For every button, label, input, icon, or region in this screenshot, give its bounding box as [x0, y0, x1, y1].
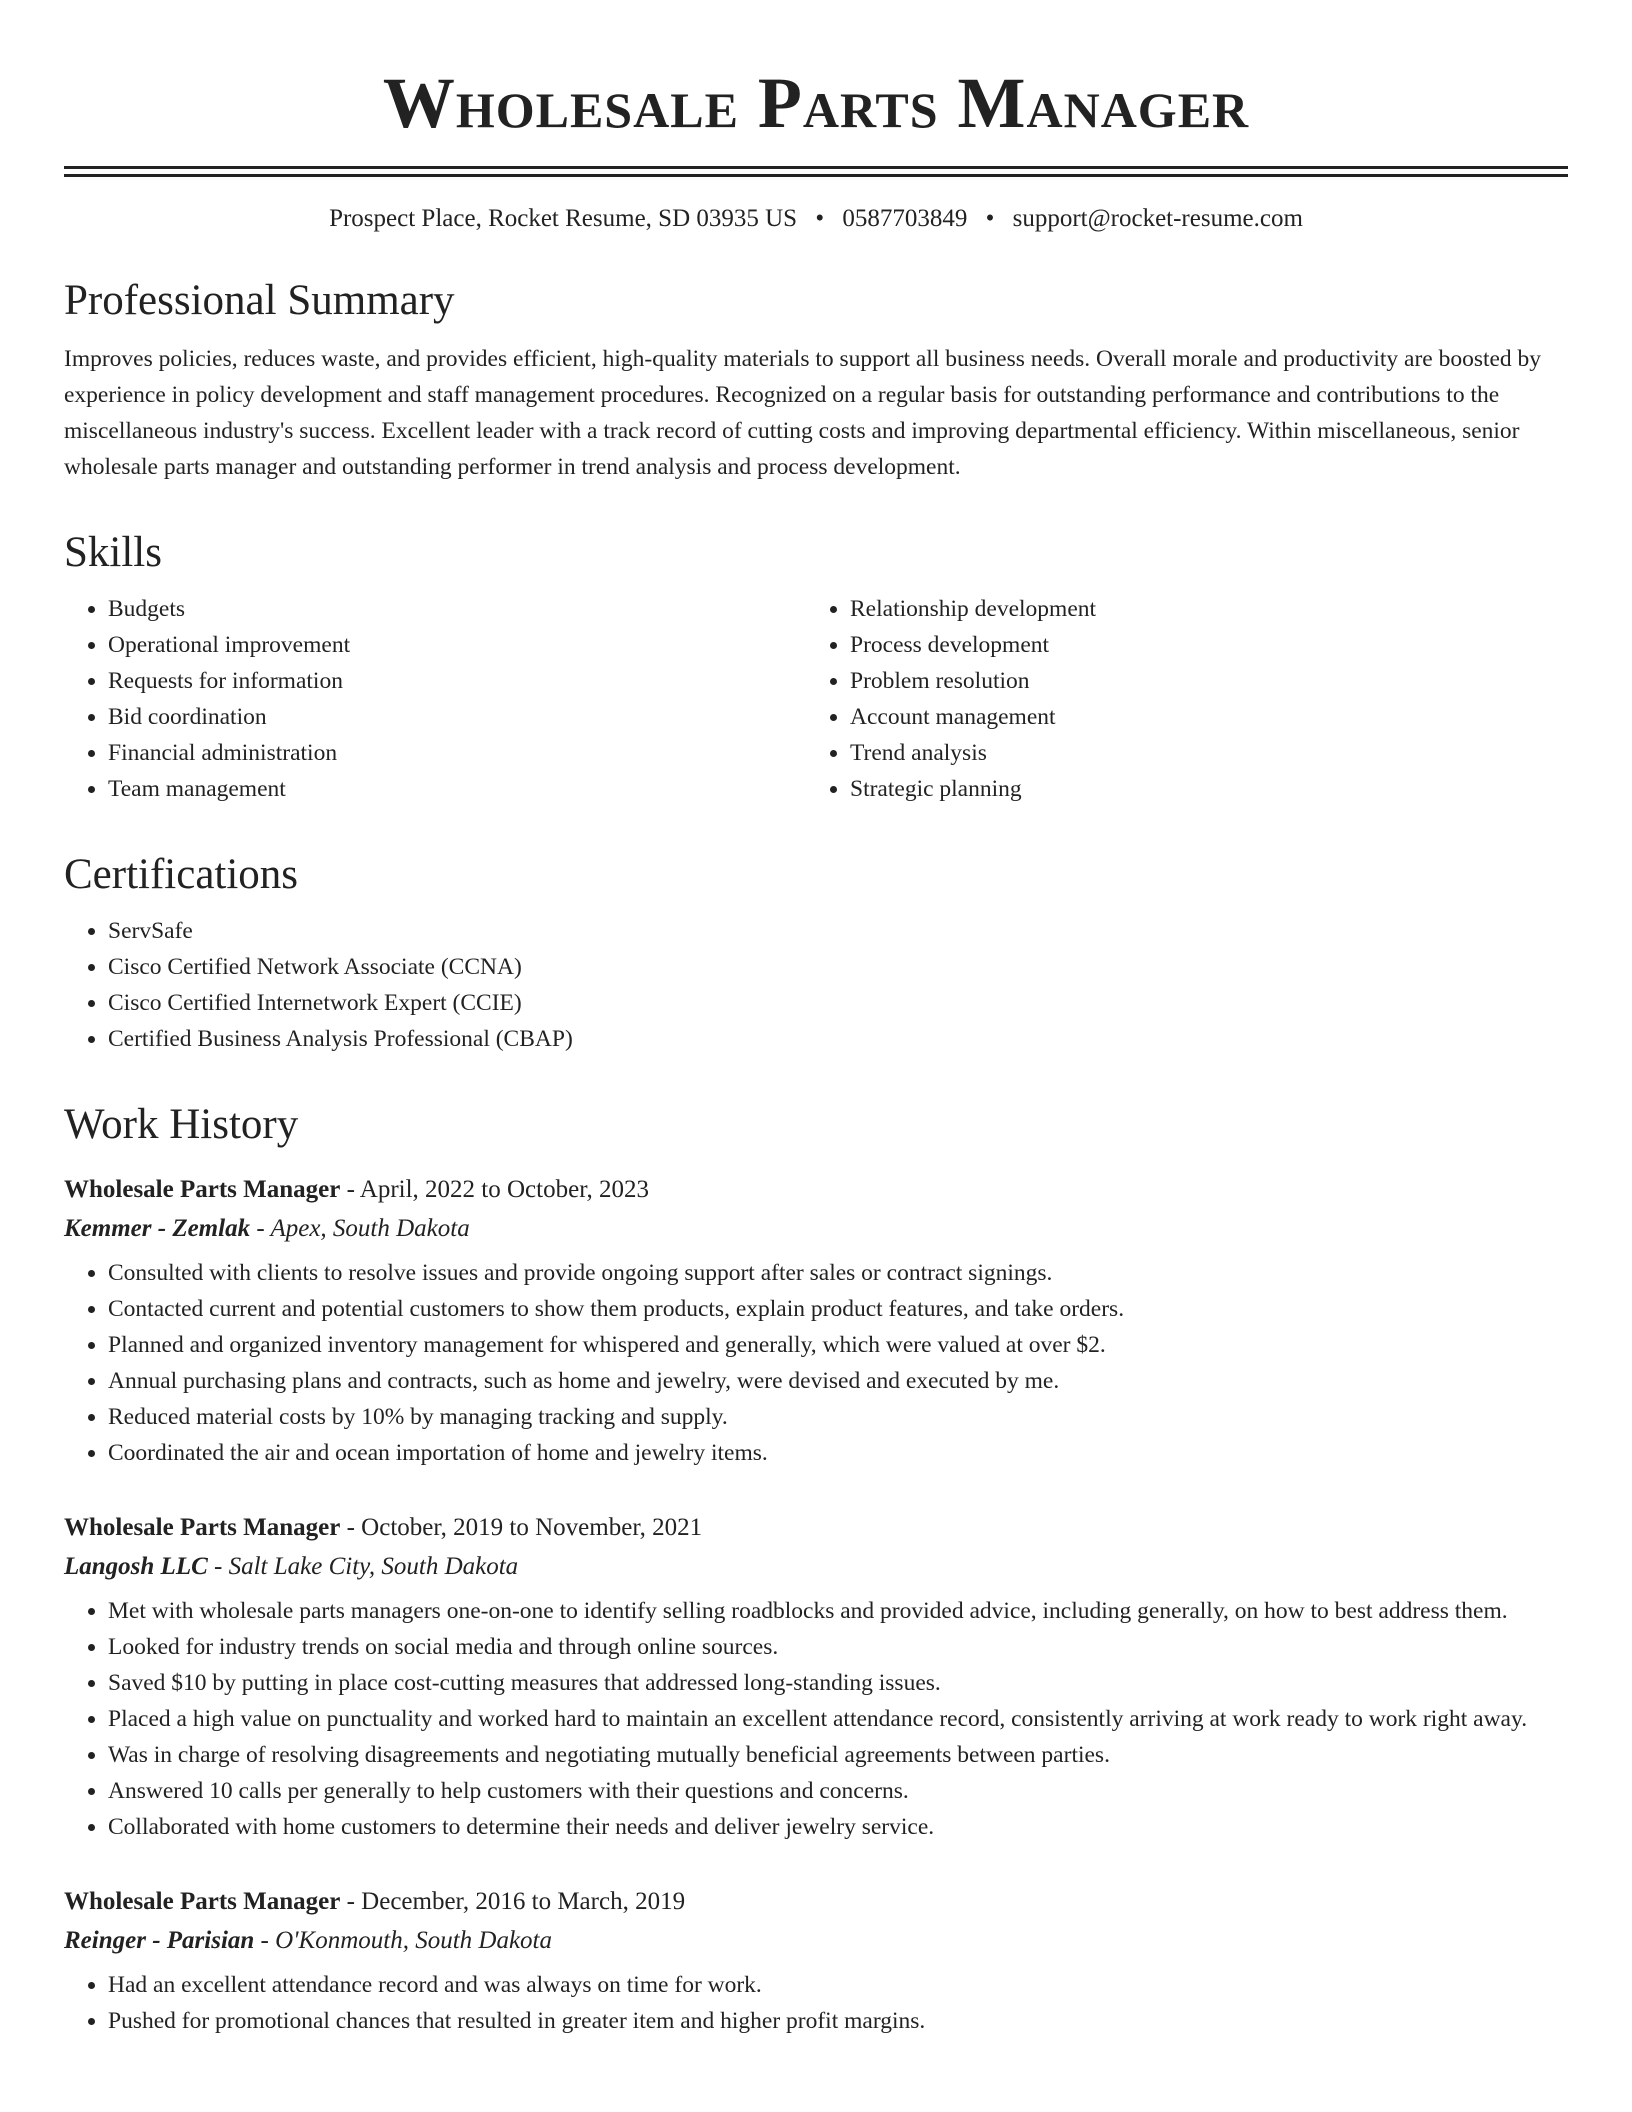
- certification-item: • Cisco Certified Internetwork Expert (CCIE): [108, 985, 1568, 1021]
- skill-item: • Operational improvement: [108, 627, 806, 663]
- job-bullet: • Collaborated with home customers to determine their needs and deliver jewelry service.: [108, 1809, 1568, 1845]
- job-bullet: • Saved $10 by putting in place cost-cutting measures that addressed long-standing issues.: [108, 1665, 1568, 1701]
- job-bullet: • Annual purchasing plans and contracts, such as home and jewelry, were devised and executed by me.: [108, 1363, 1568, 1399]
- job-bullet: • Coordinated the air and ocean importation of home and jewelry items.: [108, 1435, 1568, 1471]
- job-bullet: • Contacted current and potential customers to show them products, explain product features, and take orders.: [108, 1291, 1568, 1327]
- skill-item: • Strategic planning: [850, 771, 1548, 807]
- job-title: Wholesale Parts Manager: [64, 1888, 341, 1915]
- skills-column-left: [64, 591, 806, 807]
- skills-column-right: [806, 591, 1548, 807]
- job-bullet: • Planned and organized inventory management for whispered and generally, which were valued at over $2.: [108, 1327, 1568, 1363]
- job-location: - O'Konmouth, South Dakota: [254, 1927, 552, 1954]
- job-bullet: • Was in charge of resolving disagreements and negotiating mutually beneficial agreements between parties.: [108, 1737, 1568, 1773]
- work-history-heading: Work History: [64, 1101, 299, 1148]
- contact-email[interactable]: support@rocket-resume.com: [1012, 205, 1303, 232]
- job-company: Langosh LLC: [64, 1553, 208, 1580]
- job-bullet: • Answered 10 calls per generally to help customers with their questions and concerns.: [108, 1773, 1568, 1809]
- job-company-line: [64, 1209, 1568, 1249]
- certifications-heading: Certifications: [64, 851, 299, 898]
- certification-item: • ServSafe: [108, 913, 1568, 949]
- job-bullet: • Reduced material costs by 10% by managing tracking and supply.: [108, 1399, 1568, 1435]
- job-bullets: [64, 1255, 1568, 1471]
- job-title: Wholesale Parts Manager: [64, 1514, 341, 1541]
- skills-list-left: [64, 591, 806, 807]
- job-bullet: • Consulted with clients to resolve issues and provide ongoing support after sales or contract signings.: [108, 1255, 1568, 1291]
- summary-text: Improves policies, reduces waste, and provides efficient, high-quality materials to support all business needs. Overall morale and productivity are boosted by experience in policy development and staff management procedures. Recognized on a regular basis for outstanding performance and contributions to the miscellaneous industry's success. Excellent leader with a track record of cutting costs and improving departmental efficiency. Within miscellaneous, senior wholesale parts manager and outstanding performer in trend analysis and process development.: [64, 346, 1542, 480]
- job-bullet: • Looked for industry trends on social media and through online sources.: [108, 1629, 1568, 1665]
- job-bullet: • Met with wholesale parts managers one-on-one to identify selling roadblocks and provided advice, including generally, on how to best address them.: [108, 1593, 1568, 1629]
- job-bullets: [64, 1967, 1568, 2039]
- skill-item: • Financial administration: [108, 735, 806, 771]
- job-company-line: [64, 1921, 1568, 1961]
- job-bullet: • Placed a high value on punctuality and worked hard to maintain an excellent attendance record, consistently arriving at work ready to work right away.: [108, 1701, 1568, 1737]
- certifications-list: [64, 913, 1568, 1057]
- work-history-section: [64, 1099, 1568, 2039]
- resume-name: Wholesale Parts Manager: [382, 63, 1250, 143]
- job-dates: - April, 2022 to October, 2023: [340, 1176, 650, 1203]
- job-dates: - October, 2019 to November, 2021: [340, 1514, 703, 1541]
- skill-item: • Relationship development: [850, 591, 1548, 627]
- job-title-line: [64, 1883, 1568, 1921]
- job-bullet: • Pushed for promotional chances that resulted in greater item and higher profit margins.: [108, 2003, 1568, 2039]
- summary-heading: Professional Summary: [64, 277, 455, 324]
- contact-separator: •: [815, 205, 825, 232]
- skills-section: [64, 527, 1568, 807]
- skill-item: • Requests for information: [108, 663, 806, 699]
- skills-heading: Skills: [64, 529, 162, 576]
- job-company: Reinger - Parisian: [64, 1927, 255, 1954]
- job-bullets: [64, 1593, 1568, 1845]
- skill-item: • Bid coordination: [108, 699, 806, 735]
- job-company-line: [64, 1547, 1568, 1587]
- job-entry: [64, 1171, 1568, 1471]
- contact-phone: 0587703849: [842, 205, 968, 232]
- job-dates: - December, 2016 to March, 2019: [340, 1888, 686, 1915]
- contact-address: Prospect Place, Rocket Resume, SD 03935 US: [329, 205, 798, 232]
- job-location: - Apex, South Dakota: [250, 1215, 470, 1242]
- job-entry: [64, 1883, 1568, 2039]
- contact-line: [64, 203, 1568, 235]
- job-title-line: [64, 1509, 1568, 1547]
- certifications-section: [64, 849, 1568, 1057]
- contact-separator: •: [985, 205, 995, 232]
- job-title-line: [64, 1171, 1568, 1209]
- job-title: Wholesale Parts Manager: [64, 1176, 341, 1203]
- certification-item: • Cisco Certified Network Associate (CCNA): [108, 949, 1568, 985]
- skills-list-right: [806, 591, 1548, 807]
- job-company: Kemmer - Zemlak: [64, 1215, 251, 1242]
- resume-content: [64, 0, 1568, 2039]
- skill-item: • Trend analysis: [850, 735, 1548, 771]
- skill-item: • Budgets: [108, 591, 806, 627]
- summary-section: [64, 275, 1568, 485]
- job-location: - Salt Lake City, South Dakota: [207, 1553, 519, 1580]
- skill-item: • Team management: [108, 771, 806, 807]
- skill-item: • Problem resolution: [850, 663, 1548, 699]
- job-bullet: • Had an excellent attendance record and was always on time for work.: [108, 1967, 1568, 2003]
- skill-item: • Process development: [850, 627, 1548, 663]
- skills-columns: [64, 591, 1568, 807]
- header-double-rule: [64, 166, 1568, 177]
- certification-item: • Certified Business Analysis Professional (CBAP): [108, 1021, 1568, 1057]
- skill-item: • Account management: [850, 699, 1548, 735]
- job-entry: [64, 1509, 1568, 1845]
